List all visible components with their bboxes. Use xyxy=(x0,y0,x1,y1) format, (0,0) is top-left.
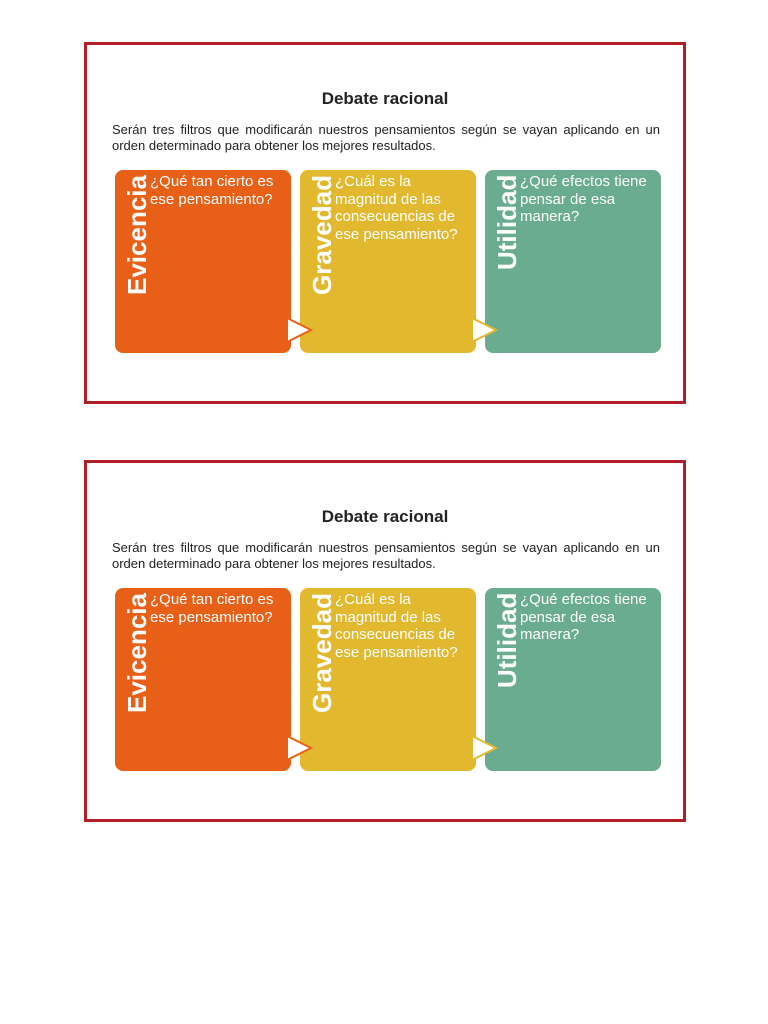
filter-label: Utilidad xyxy=(492,175,522,271)
triangle-right-icon xyxy=(285,734,313,762)
card-title: Debate racional xyxy=(321,507,449,526)
triangle-right-icon xyxy=(285,316,313,344)
card-description: Serán tres filtros que modificarán nuestros pensamientos según se vayan aplicando en un orden determinado para obtener los mejores resultados. xyxy=(112,540,660,571)
filter-label: Gravedad xyxy=(307,593,337,713)
filter-question: ¿Qué tan cierto es ese pensamiento? xyxy=(150,173,274,208)
filter-question: ¿Cuál es la magnitud de las consecuencias de ese pensamiento? xyxy=(335,591,458,661)
filter-box-utilidad xyxy=(485,170,661,353)
filter-steps xyxy=(115,170,661,353)
card-description: Serán tres filtros que modificarán nuestros pensamientos según se vayan aplicando en un orden determinado para obtener los mejores resultados. xyxy=(112,122,660,153)
filter-box-evidencia xyxy=(115,588,291,771)
filter-label: Utilidad xyxy=(492,593,522,689)
filter-question: ¿Qué efectos tiene pensar de esa manera? xyxy=(520,173,647,225)
filter-question: ¿Qué efectos tiene pensar de esa manera? xyxy=(520,591,647,643)
filter-question: ¿Qué tan cierto es ese pensamiento? xyxy=(150,591,274,626)
debate-card-1 xyxy=(84,42,686,404)
filter-box-evidencia xyxy=(115,170,291,353)
triangle-right-icon xyxy=(470,734,498,762)
filter-box-gravedad xyxy=(300,588,476,771)
card-title: Debate racional xyxy=(321,89,449,108)
filter-label: Evicencia xyxy=(122,175,152,295)
filter-box-gravedad xyxy=(300,170,476,353)
filter-box-utilidad xyxy=(485,588,661,771)
filter-label: Gravedad xyxy=(307,175,337,295)
triangle-right-icon xyxy=(470,316,498,344)
filter-question: ¿Cuál es la magnitud de las consecuencias de ese pensamiento? xyxy=(335,173,458,243)
filter-label: Evicencia xyxy=(122,593,152,713)
filter-steps xyxy=(115,588,661,771)
debate-card-2 xyxy=(84,460,686,822)
